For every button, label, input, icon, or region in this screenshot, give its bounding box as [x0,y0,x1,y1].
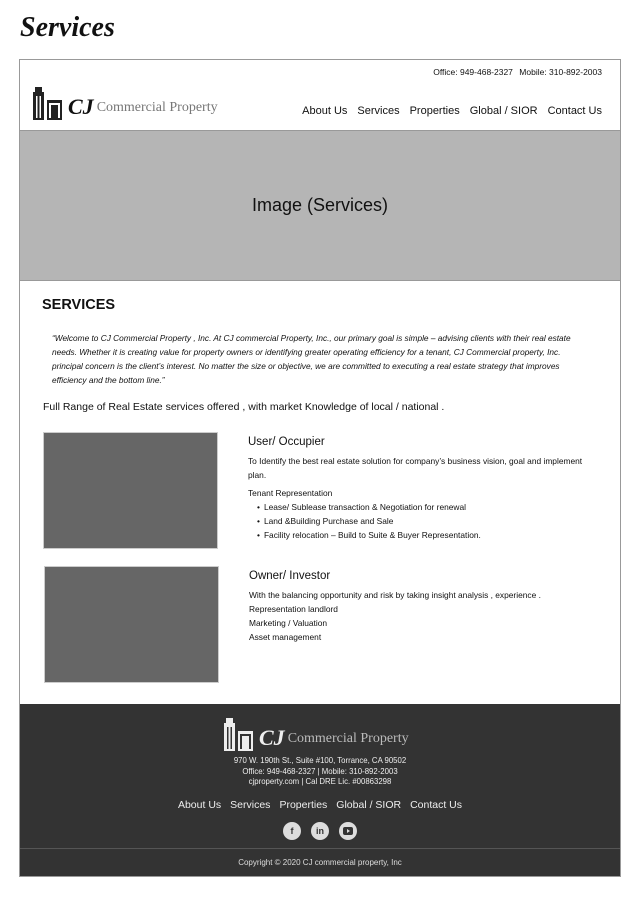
service-line: Representation landlord [249,604,338,614]
hero-image-placeholder [20,131,620,281]
page-title: Services [20,12,115,43]
footer-nav-about-us[interactable]: About Us [177,799,222,811]
office-phone: Office: 949-468-2327 [433,67,513,77]
service-line: Marketing / Valuation [249,618,328,628]
copyright: Copyright © 2020 CJ commercial property, Inc [238,858,402,867]
footer-nav-services[interactable]: Services [230,799,271,811]
youtube-icon[interactable] [339,822,357,840]
logo-text: Commercial Property [287,731,409,746]
site-frame [19,59,621,877]
footer-logo[interactable] [223,717,409,751]
facebook-icon[interactable]: f [283,822,301,840]
footer-web-license: cjproperty.com | Cal DRE Lic. #00863298 [248,777,392,786]
footer-address-block [20,756,620,788]
user-occupier-image [43,432,218,549]
site-header [20,60,620,131]
service-owner-investor [249,568,589,644]
service-description: With the balancing opportunity and risk by taking insight analysis , experience . [249,590,541,600]
owner-investor-image [44,566,219,683]
nav-global-sior[interactable]: Global / SIOR [469,105,538,117]
section-title: SERVICES [42,297,116,313]
site-footer [20,704,620,877]
service-title: User/ Occupier [248,436,325,448]
logo-text: Commercial Property [96,100,218,115]
mobile-phone: Mobile: 310-892-2003 [519,67,602,77]
intro-paragraph: “Welcome to CJ Commercial Property , Inc. At CJ commercial Property, Inc., our primary goal is simple – advising clients with their real estate needs. Whether it is creating value for property owners or identifying greater operating efficiency for a tenant, CJ Commercial property, Inc. principal concern is the client’s interest. No matter the size or objective, we are committed to executing a real estate strategy that improves efficiency and the bottom line.” [52,333,571,385]
tagline: Full Range of Real Estate services offered , with market Knowledge of local / national . [43,401,445,413]
service-description: To Identify the best real estate solution for company’s business vision, goal and implement plan. [248,456,583,480]
logo[interactable] [32,86,218,120]
service-user-occupier [248,434,588,542]
nav-contact-us[interactable]: Contact Us [547,105,602,117]
logo-cj: CJ [68,94,94,119]
hero-label: Image (Services) [251,195,389,215]
footer-nav-global-sior[interactable]: Global / SIOR [336,799,402,811]
social-links [20,822,620,840]
service-title: Owner/ Investor [249,570,331,582]
list-item: • Lease/ Sublease transaction & Negotiation for renewal [257,500,588,514]
service-subtitle: Tenant Representation [248,488,333,498]
nav-about-us[interactable]: About Us [302,105,348,117]
header-contact [429,67,602,77]
logo-cj: CJ [259,725,285,750]
building-logo-icon [223,717,255,751]
list-item: • Facility relocation – Build to Suite & Buyer Representation. [257,528,588,542]
linkedin-icon[interactable]: in [311,822,329,840]
footer-nav [20,799,620,811]
nav-services[interactable]: Services [357,105,400,117]
service-list [248,500,588,542]
nav-properties[interactable]: Properties [409,105,460,117]
footer-nav-properties[interactable]: Properties [279,799,328,811]
service-line: Asset management [249,632,322,642]
list-item: • Land &Building Purchase and Sale [257,514,588,528]
footer-divider [20,848,620,849]
footer-phones: Office: 949-468-2327 | Mobile: 310-892-2003 [242,766,398,776]
footer-nav-contact-us[interactable]: Contact Us [410,799,463,811]
main-nav [302,105,602,117]
building-logo-icon [32,86,64,120]
footer-address: 970 W. 190th St., Suite #100, Torrance, CA 90502 [233,756,407,765]
